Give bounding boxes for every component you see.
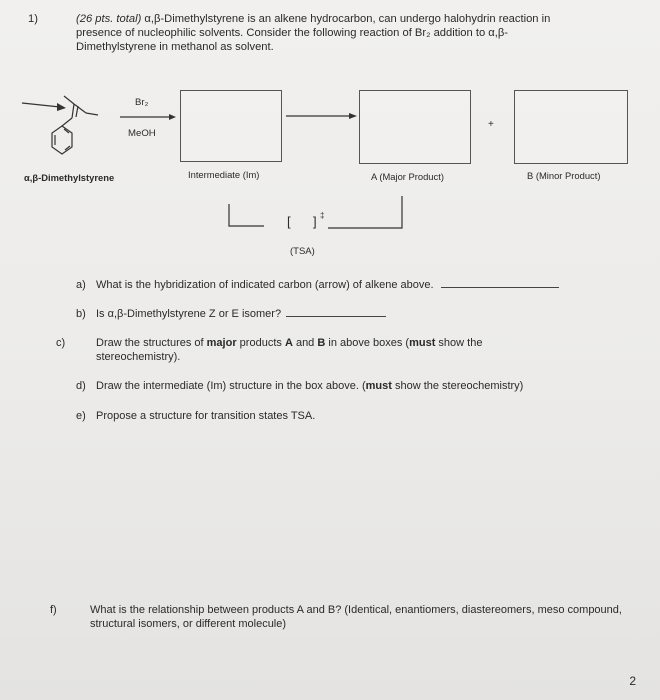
question-intro-line1: α,β-Dimethylstyrene is an alkene hydrocarbon, can undergo halohydrin reaction in xyxy=(141,13,551,25)
question-points: (26 pts. total) xyxy=(76,13,142,25)
subquestion-b-text: Is α,β-Dimethylstyrene Z or E isomer? xyxy=(96,308,282,320)
subquestion-e: e) Propose a structure for transition states TSA. xyxy=(76,410,316,422)
ts-dagger: ‡ xyxy=(320,211,325,220)
major-product-box[interactable] xyxy=(359,90,471,164)
subquestion-b: b) Is α,β-Dimethylstyrene Z or E isomer? xyxy=(76,307,636,322)
subquestion-e-text: Propose a structure for transition states TSA. xyxy=(96,410,316,422)
indicator-arrow xyxy=(22,103,66,111)
subquestion-c: c) Draw the structures of major products A and B in above boxes (must show the stereochemistry). xyxy=(56,337,483,363)
subquestion-f-text: What is the relationship between products A and B? (Identical, enantiomers, diastereomers, meso compound, structural isomers, or different molecule) xyxy=(90,604,622,630)
page-number: 2 xyxy=(629,674,636,688)
starting-material-label: α,β-Dimethylstyrene xyxy=(24,172,115,183)
intermediate-label: Intermediate (Im) xyxy=(188,169,260,180)
question-intro-line2: presence of nucleophilic solvents. Consider the following reaction of Br₂ addition to α,β- xyxy=(76,27,509,39)
subquestion-d: d) Draw the intermediate (Im) structure in the box above. (must show the stereochemistry) xyxy=(76,380,524,392)
subquestion-a-text: What is the hybridization of indicated carbon (arrow) of alkene above. xyxy=(96,279,434,291)
major-product-label: A (Major Product) xyxy=(371,171,444,182)
question-number: 1) xyxy=(28,13,38,25)
plus-sign: + xyxy=(488,119,494,130)
answer-blank-b[interactable] xyxy=(286,307,386,317)
ts-bracket-right: ] xyxy=(313,214,317,229)
ts-label: (TSA) xyxy=(290,246,315,257)
subquestion-a: a) What is the hybridization of indicated carbon (arrow) of alkene above. xyxy=(76,278,636,293)
intermediate-box[interactable] xyxy=(180,90,282,162)
minor-product-box[interactable] xyxy=(514,90,628,164)
minor-product-label: B (Minor Product) xyxy=(527,170,601,181)
ts-bracket-left: [ xyxy=(287,214,291,229)
question-intro-line3: Dimethylstyrene in methanol as solvent. xyxy=(76,41,274,53)
subquestion-f: f) What is the relationship between products A and B? (Identical, enantiomers, diastereomers, meso compound, structural isomers, or different molecule) xyxy=(50,604,622,630)
reagent-br2: Br₂ xyxy=(135,97,149,108)
answer-blank-a[interactable] xyxy=(441,278,559,288)
reagent-meoh: MeOH xyxy=(128,128,156,139)
